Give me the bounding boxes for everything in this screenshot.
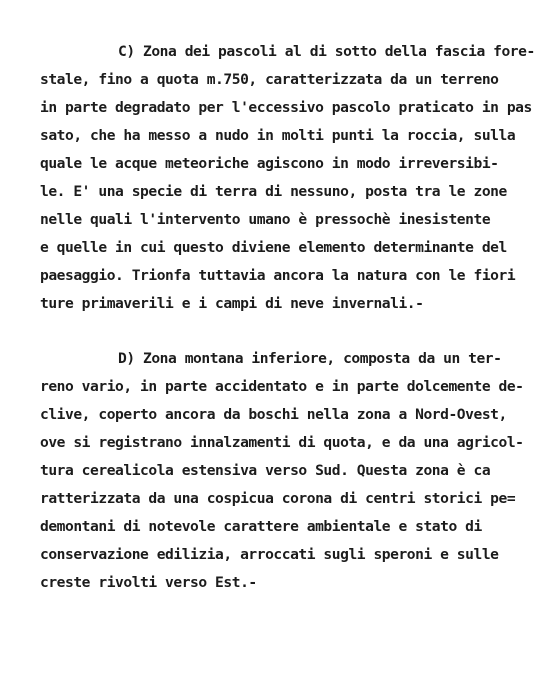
text-line: paesaggio. Trionfa tuttavia ancora la natura con le fiori — [40, 267, 516, 284]
text-line: C) Zona dei pascoli al di sotto della fascia fore- — [118, 43, 535, 60]
text-line: ratterizzata da una cospicua corona di centri storici pe= — [40, 490, 516, 507]
text-line: creste rivolti verso Est.- — [40, 574, 257, 591]
text-line: ove si registrano innalzamenti di quota, e da una agricol- — [40, 434, 524, 451]
text-line: ture primaverili e i campi di neve invernali.- — [40, 295, 424, 312]
text-line: demontani di notevole carattere ambientale e stato di — [40, 518, 482, 535]
text-line: reno vario, in parte accidentato e in parte dolcemente de- — [40, 378, 524, 395]
text-line: D) Zona montana inferiore, composta da un ter- — [118, 350, 502, 367]
text-line: tura cerealicola estensiva verso Sud. Questa zona è ca — [40, 462, 491, 479]
text-line: sato, che ha messo a nudo in molti punti la roccia, sulla — [40, 127, 516, 144]
text-line: conservazione edilizia, arroccati sugli speroni e sulle — [40, 546, 499, 563]
text-line: in parte degradato per l'eccessivo pascolo praticato in pas — [40, 99, 532, 116]
text-line: clive, coperto ancora da boschi nella zona a Nord-Ovest, — [40, 406, 507, 423]
text-line: e quelle in cui questo diviene elemento determinante del — [40, 239, 507, 256]
text-line: le. E' una specie di terra di nessuno, posta tra le zone — [40, 183, 507, 200]
text-line: quale le acque meteoriche agiscono in modo irreversibi- — [40, 155, 499, 172]
text-line: nelle quali l'intervento umano è pressochè inesistente — [40, 211, 491, 228]
text-line: stale, fino a quota m.750, caratterizzata da un terreno — [40, 71, 499, 88]
